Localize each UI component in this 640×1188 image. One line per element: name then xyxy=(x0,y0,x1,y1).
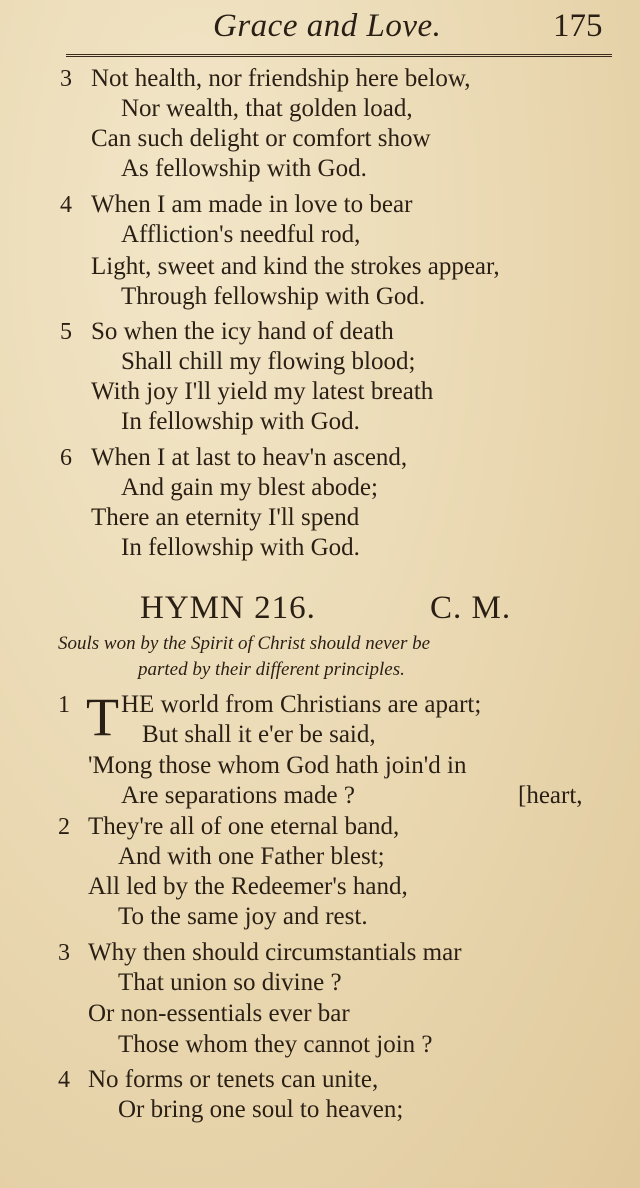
hymn-heading xyxy=(0,590,640,630)
verse-line: 'Mong those whom God hath join'd in xyxy=(88,752,467,779)
hymn-title: HYMN 216. xyxy=(140,590,316,626)
verse-line: Why then should circumstantials mar xyxy=(88,939,462,966)
verse-line: Nor wealth, that golden load, xyxy=(121,95,413,122)
verse-line: HE world from Christians are apart; xyxy=(121,691,482,718)
hymn-subtitle: parted by their different principles. xyxy=(138,659,405,680)
verse-line: To the same joy and rest. xyxy=(118,903,368,930)
verse-line: In fellowship with God. xyxy=(121,534,360,561)
verse-line: When I am made in love to bear xyxy=(91,191,413,218)
verse-line: Light, sweet and kind the strokes appear, xyxy=(91,253,500,280)
running-title: Grace and Love. xyxy=(213,8,442,44)
verse-line: There an eternity I'll spend xyxy=(91,504,360,531)
hymn-meter: C. M. xyxy=(430,590,512,626)
drop-cap: T xyxy=(86,687,119,747)
verse-line: Or non-essentials ever bar xyxy=(88,1000,350,1027)
verse-line: As fellowship with God. xyxy=(121,155,367,182)
verse-number: 2 xyxy=(58,814,70,840)
verse-line: When I at last to heav'n ascend, xyxy=(91,444,408,471)
verse-line: Not health, nor friendship here below, xyxy=(91,65,471,92)
verse-number: 3 xyxy=(58,940,70,966)
verse-line: Or bring one soul to heaven; xyxy=(118,1096,404,1123)
header-rule xyxy=(66,54,612,57)
verse-number: 4 xyxy=(60,192,72,218)
verse-line: In fellowship with God. xyxy=(121,408,360,435)
verse-line: Those whom they cannot join ? xyxy=(118,1031,433,1058)
verse-line: That union so divine ? xyxy=(118,969,342,996)
verse-line: They're all of one eternal band, xyxy=(88,813,400,840)
hymn-subtitle: Souls won by the Spirit of Christ should never be xyxy=(58,633,431,654)
verse-line: Affliction's needful rod, xyxy=(121,221,361,248)
verse-number: 6 xyxy=(60,445,72,471)
verse-line: Can such delight or comfort show xyxy=(91,125,431,152)
page-number: 175 xyxy=(553,8,603,44)
verse-line: Shall chill my flowing blood; xyxy=(121,348,416,375)
verse-number: 5 xyxy=(60,319,72,345)
running-header xyxy=(0,6,640,48)
verse-number: 4 xyxy=(58,1067,70,1093)
verse-line: No forms or tenets can unite, xyxy=(88,1066,379,1093)
verse-number: 1 xyxy=(58,692,70,718)
verse-line: All led by the Redeemer's hand, xyxy=(88,873,408,900)
verse-line: But shall it e'er be said, xyxy=(142,721,376,748)
verse-number: 3 xyxy=(60,66,72,92)
verse-line: Through fellowship with God. xyxy=(121,283,426,310)
verse-line: And with one Father blest; xyxy=(118,843,385,870)
verse-line: With joy I'll yield my latest breath xyxy=(91,378,434,405)
verse-line: And gain my blest abode; xyxy=(121,474,378,501)
verse-line: Are separations made ? xyxy=(121,782,355,809)
verse-line-turnover: [heart, xyxy=(518,782,583,809)
verse-line: So when the icy hand of death xyxy=(91,318,394,345)
